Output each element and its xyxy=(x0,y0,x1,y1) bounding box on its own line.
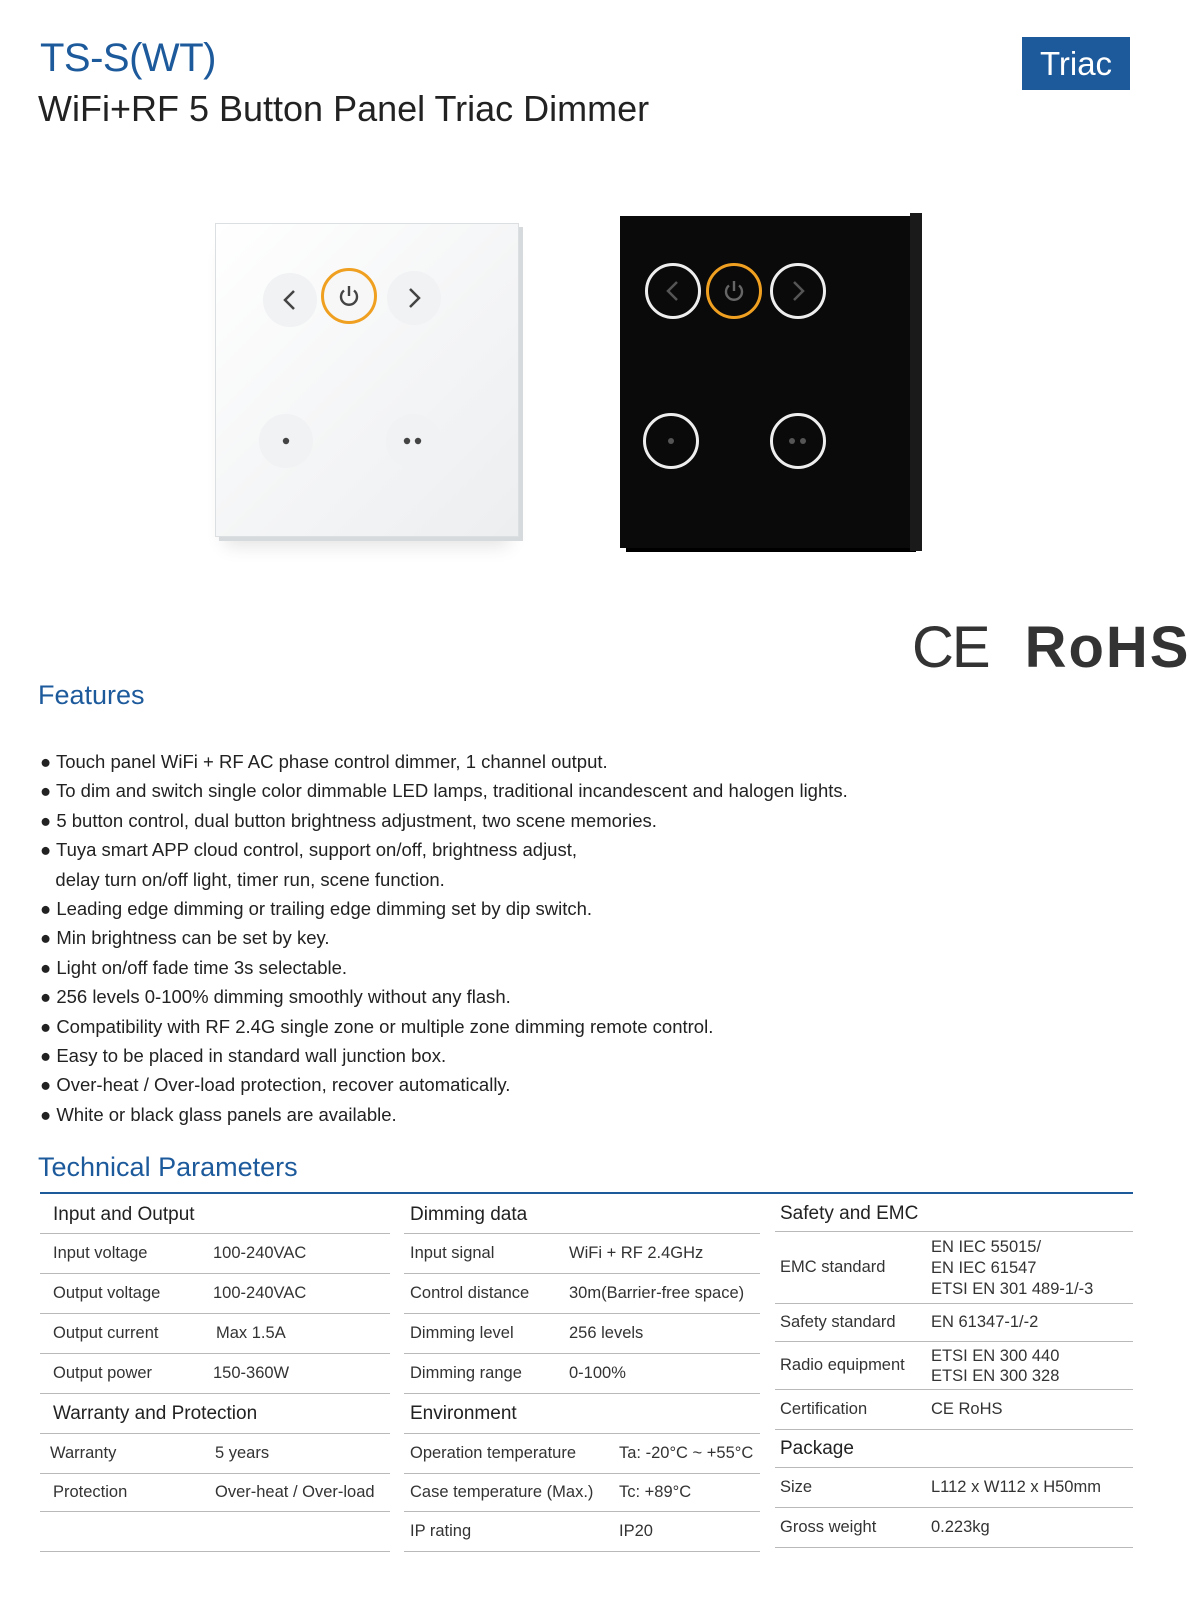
black-panel-image xyxy=(620,216,910,548)
column-dimming xyxy=(404,1196,760,1552)
table-row xyxy=(775,1508,1133,1548)
param-value: 0.223kg xyxy=(931,1518,990,1536)
table-row xyxy=(40,1474,390,1512)
table-row xyxy=(404,1196,760,1234)
white-panel-image xyxy=(215,223,519,537)
table-row xyxy=(775,1430,1133,1468)
certification-logos xyxy=(912,614,1190,681)
param-value xyxy=(931,1346,1059,1386)
table-row xyxy=(404,1274,760,1314)
param-label: IP rating xyxy=(410,1522,472,1540)
table-row xyxy=(40,1274,390,1314)
table-row xyxy=(775,1390,1133,1430)
table-row xyxy=(775,1196,1133,1232)
feature-item: delay turn on/off light, timer run, scene function. xyxy=(40,868,445,890)
power-icon xyxy=(321,268,377,324)
param-value: EN 61347-1/-2 xyxy=(931,1313,1039,1331)
param-value: L112 x W112 x H50mm xyxy=(931,1478,1101,1496)
param-value: Tc: +89°C xyxy=(619,1483,692,1501)
feature-item: ● To dim and switch single color dimmable LED lamps, traditional incandescent and halogen lights. xyxy=(40,780,848,802)
table-row xyxy=(40,1314,390,1354)
left-arrow-icon xyxy=(645,263,701,319)
feature-item: ● White or black glass panels are available. xyxy=(40,1103,397,1125)
param-label: Safety standard xyxy=(780,1313,896,1331)
param-label: Case temperature (Max.) xyxy=(410,1483,594,1501)
table-row xyxy=(40,1234,390,1274)
param-value: 100-240VAC xyxy=(213,1244,307,1262)
feature-item: ● Leading edge dimming or trailing edge dimming set by dip switch. xyxy=(40,898,593,920)
group-title: Input and Output xyxy=(53,1203,195,1225)
feature-item: ● Compatibility with RF 2.4G single zone or multiple zone dimming remote control. xyxy=(40,1015,714,1037)
scene-2-icon xyxy=(770,413,826,469)
emc-value-line: EN IEC 61547 xyxy=(931,1259,1037,1277)
param-value: Max 1.5A xyxy=(216,1324,286,1342)
table-row xyxy=(775,1342,1133,1390)
feature-item: ● 256 levels 0-100% dimming smoothly without any flash. xyxy=(40,986,511,1008)
section-rule xyxy=(40,1192,1133,1194)
table-row xyxy=(404,1434,760,1474)
param-label: EMC standard xyxy=(780,1258,886,1276)
param-value: WiFi + RF 2.4GHz xyxy=(569,1244,704,1262)
left-arrow-icon xyxy=(263,273,317,327)
param-value: Over-heat / Over-load xyxy=(215,1483,375,1501)
group-title: Environment xyxy=(410,1402,517,1424)
param-value: CE RoHS xyxy=(931,1400,1003,1418)
right-arrow-icon xyxy=(387,271,441,325)
features-list xyxy=(40,747,848,1129)
param-value: 0-100% xyxy=(569,1364,626,1382)
table-row xyxy=(775,1468,1133,1508)
table-row xyxy=(404,1474,760,1512)
power-icon xyxy=(706,263,762,319)
group-title: Warranty and Protection xyxy=(53,1402,258,1424)
param-value: Ta: -20°C ~ +55°C xyxy=(619,1444,754,1462)
group-title: Dimming data xyxy=(410,1203,528,1225)
scene-1-icon xyxy=(643,413,699,469)
param-label: Warranty xyxy=(50,1444,117,1462)
triac-badge: Triac xyxy=(1022,37,1130,90)
column-safety xyxy=(775,1196,1133,1548)
table-row xyxy=(404,1234,760,1274)
param-label: Input voltage xyxy=(53,1244,148,1262)
radio-value-line: ETSI EN 300 328 xyxy=(931,1367,1060,1385)
group-title: Safety and EMC xyxy=(780,1202,919,1224)
param-label: Output voltage xyxy=(53,1284,161,1302)
scene-2-icon xyxy=(386,414,440,468)
table-row xyxy=(404,1512,760,1552)
table-row xyxy=(40,1394,390,1434)
param-label: Control distance xyxy=(410,1284,530,1302)
table-row xyxy=(775,1304,1133,1342)
emc-value-line: ETSI EN 301 489-1/-3 xyxy=(931,1280,1094,1298)
group-title: Package xyxy=(780,1437,854,1459)
param-label: Operation temperature xyxy=(410,1444,577,1462)
feature-item: ● Min brightness can be set by key. xyxy=(40,927,330,949)
param-label: Certification xyxy=(780,1400,868,1418)
param-value xyxy=(931,1237,1093,1300)
param-value: IP20 xyxy=(619,1522,653,1540)
rohs-logo: RoHS xyxy=(1024,615,1190,680)
table-row xyxy=(404,1354,760,1394)
param-label: Radio equipment xyxy=(780,1356,905,1374)
column-input-output xyxy=(40,1196,390,1552)
radio-value-line: ETSI EN 300 440 xyxy=(931,1347,1060,1365)
table-row xyxy=(775,1232,1133,1304)
param-value: 150-360W xyxy=(213,1364,290,1382)
param-label: Size xyxy=(780,1478,813,1496)
feature-item: ● 5 button control, dual button brightness adjustment, two scene memories. xyxy=(40,809,657,831)
param-value: 5 years xyxy=(215,1444,270,1462)
table-row xyxy=(404,1394,760,1434)
feature-item: ● Tuya smart APP cloud control, support on/off, brightness adjust, xyxy=(40,839,578,861)
param-label: Dimming level xyxy=(410,1324,514,1342)
param-value: 30m(Barrier-free space) xyxy=(569,1284,745,1302)
scene-1-icon xyxy=(259,414,313,468)
param-label: Gross weight xyxy=(780,1518,877,1536)
param-label: Dimming range xyxy=(410,1364,522,1382)
param-value: 256 levels xyxy=(569,1324,644,1342)
right-arrow-icon xyxy=(770,263,826,319)
technical-heading: Technical Parameters xyxy=(38,1152,298,1182)
emc-value-line: EN IEC 55015/ xyxy=(931,1238,1042,1256)
table-row xyxy=(40,1196,390,1234)
model-title: TS-S(WT) xyxy=(40,36,216,80)
param-label: Protection xyxy=(53,1483,128,1501)
table-row xyxy=(40,1434,390,1474)
ce-logo: CE xyxy=(912,615,989,680)
param-label: Output power xyxy=(53,1364,153,1382)
param-label: Output current xyxy=(53,1324,159,1342)
table-row xyxy=(40,1354,390,1394)
table-row xyxy=(404,1314,760,1354)
feature-item: ● Light on/off fade time 3s selectable. xyxy=(40,956,348,978)
feature-item: ● Touch panel WiFi + RF AC phase control dimmer, 1 channel output. xyxy=(40,751,608,772)
features-heading: Features xyxy=(38,680,145,710)
feature-item: ● Easy to be placed in standard wall junction box. xyxy=(40,1045,447,1067)
table-row xyxy=(40,1512,390,1552)
param-value: 100-240VAC xyxy=(213,1284,307,1302)
product-name: WiFi+RF 5 Button Panel Triac Dimmer xyxy=(38,88,650,129)
feature-item: ● Over-heat / Over-load protection, recover automatically. xyxy=(40,1074,511,1096)
param-label: Input signal xyxy=(410,1244,495,1262)
